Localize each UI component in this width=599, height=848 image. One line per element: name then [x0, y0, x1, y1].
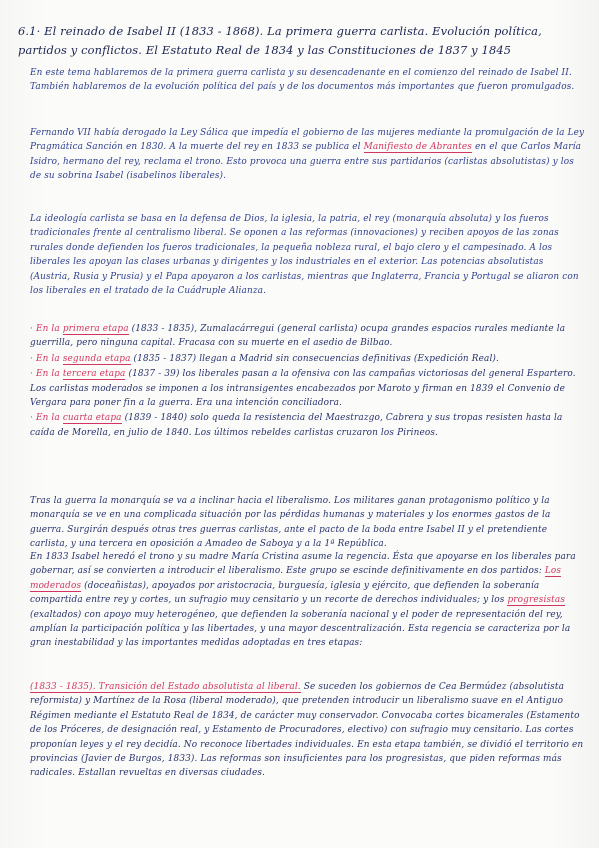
fernando-vii-text-a: Fernando VII había derogado la Ley Sálica que impedía el gobierno de las mujeres mediante la promulgación de la Ley Pragmática Sanción en 1830. A la muerte del rey en 1833 se publica el [30, 128, 585, 153]
stage-text: (1833 - 1835), Zumalacárregui (general carlista) ocupa grandes espacios rurales mediante la guerrilla, pero ninguna capital. Fracasa con su muerte en el asedio de Bilbao. [30, 324, 566, 349]
war-stages-list [30, 322, 585, 441]
stage-prefix: · En la [30, 324, 63, 334]
fernando-vii-paragraph [30, 126, 585, 184]
stage-prefix: · En la [30, 369, 63, 380]
stage-prefix: · En la [30, 353, 63, 364]
regency-text-a: En 1833 Isabel heredó el trono y su madre María Cristina asume la regencia. Ésta que apoyarse en los liberales para gobernar, así se convierten a introducir el liberalismo. Este grupo se escinde definitivamente en dos partidos: [30, 552, 576, 577]
fernando-vii-text-b: en el que Carlos María Isidro, hermano del rey, reclama el trono. Esto provoca una guerra entre sus partidarios (carlistas absolutistas) y los de su sobrina Isabel (isabelinos liberales). [30, 142, 582, 182]
stage-item-2 [30, 352, 585, 366]
page-title: 6.1· El reinado de Isabel II (1833 - 1868). La primera guerra carlista. Evolución política, partidos y conflictos. El Estatuto Real de 1834 y las Constituciones de 1837 y 1845 [18, 24, 542, 57]
stage-item-3 [30, 367, 585, 410]
stage-item-1 [30, 322, 585, 351]
stage-text: (1837 - 39) los liberales pasan a la ofensiva con las campañas victoriosas del general Espartero. Los carlistas moderados se imponen a los intransigentes encabezados por Maroto y firman en 1839 el Convenio de Vergara para poner fin a la guerra. Era una intención conciliadora. [30, 369, 576, 409]
transition-paragraph [30, 680, 585, 781]
stage-text: (1835 - 1837) llegan a Madrid sin consecuencias definitivas (Expedición Real). [130, 353, 500, 364]
intro-paragraph: En este tema hablaremos de la primera guerra carlista y su desencadenante en el comienzo del reinado de Isabel II. También hablaremos de la evolución política del país y de los documentos más importantes que fueron promulgados. [30, 68, 575, 93]
regency-paragraph [30, 550, 585, 651]
regency-text-c: (exaltados) con apoyo muy heterogéneo, que defienden la soberanía nacional y el poder de representación del rey, amplían la participación política y las libertades, y una mayor descentralización. Esta regencia se caracteriza por la gran inestabilidad y las importantes medidas adoptadas en tres etapas: [30, 609, 571, 649]
post-war-paragraph: Tras la guerra la monarquía se va a inclinar hacia el liberalismo. Los militares ganan protagonismo político y la monarquía se ve en una complicada situación por las pérdidas humanas y materiales y los enormes gastos de la guerra. Surgirán después otras tres guerras carlistas, ante el pacto de la boda entre Isabel II y el pretendiente carlista, y una tercera en oposición a Amadeo de Saboya y a la 1ª República. [30, 496, 551, 550]
stage-label: segunda etapa [62, 353, 131, 364]
stage-item-4 [30, 411, 585, 440]
transition-text: Se suceden los gobiernos de Cea Bermúdez (absolutista reformista) y Martínez de la Rosa (liberal moderado), que pretenden introducir un liberalismo suave en el Antiguo Régimen mediante el Estatuto Real de 1834, de carácter muy conservador. Convocaba cortes bicamerales (Estamento de los Próceres, de designación real, y Estamento de Procuradores, electivo) con sufragio muy censitario. Las cortes proponían leyes y el rey decidía. No reconoce libertades individuales. En esta etapa también, se dividió el territorio en provincias (Javier de Burgos, 1833). Las reformas son insuficientes para los progresistas, que piden reformas más radicales. Estallan revueltas en diversas ciudades. [30, 682, 584, 779]
regency-text-b: (doceañistas), apoyados por aristocracia, burguesía, iglesia y ejército, que defienden la soberanía compartida entre rey y cortes, un sufragio muy censitario y un recorte de derechos individuales; y los [30, 580, 540, 606]
carlist-ideology-paragraph: La ideología carlista se basa en la defensa de Dios, la iglesia, la patria, el rey (monarquía absoluta) y los fueros tradicionales frente al centralismo liberal. Se oponen a las reformas (innovaciones) y reciben apoyos de las zonas rurales donde defienden los fueros tradicionales, la pequeña nobleza rural, el bajo clero y el campesinado. A los liberales les apoyan las clases urbanas y dirigentes y los industriales en el exterior. Las potencias absolutistas (Austria, Rusia y Prusia) y el Papa apoyaron a los carlistas, mientras que Inglaterra, Francia y Portugal se aliaron con los liberales en el tratado de la Cuádruple Alianza. [30, 214, 579, 297]
stage-prefix: · En la [30, 413, 63, 424]
moderados-term: Los moderados [30, 566, 562, 591]
transition-label: (1833 - 1835). Transición del Estado absolutista al liberal. [30, 682, 301, 692]
stage-label: primera etapa [62, 324, 129, 334]
progresistas-term: progresistas [507, 595, 566, 606]
manifesto-term: Manifiesto de Abrantes [363, 142, 472, 153]
stage-label: cuarta etapa [62, 413, 122, 424]
stage-text: (1839 - 1840) solo queda la resistencia del Maestrazgo, Cabrera y sus tropas resisten hasta la caída de Morella, en julio de 1840. Los últimos rebeldes carlistas cruzaron los Pirineos. [30, 413, 563, 438]
stage-label: tercera etapa [62, 369, 126, 380]
